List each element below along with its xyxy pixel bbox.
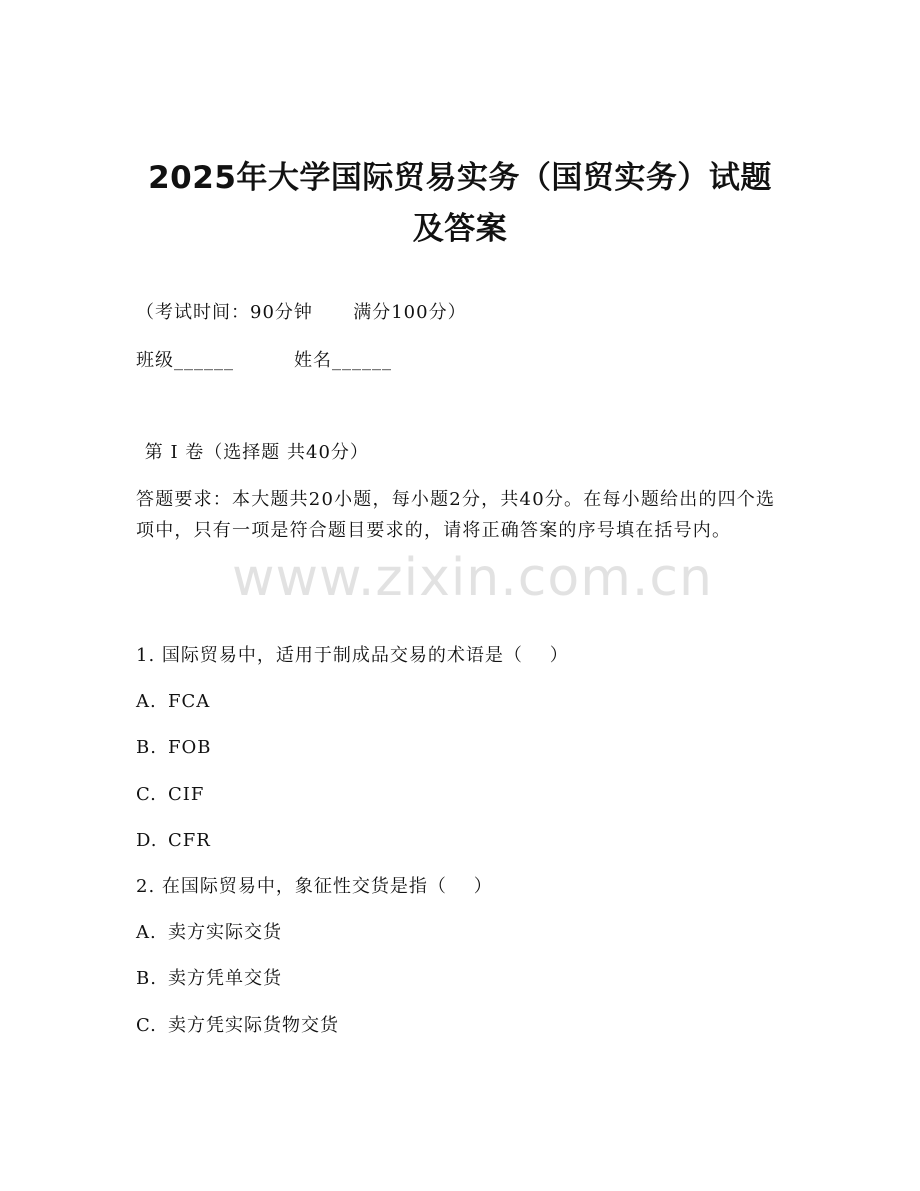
instructions-paragraph: 答题要求：本大题共20小题，每小题2分，共40分。在每小题给出的四个选项中，只有一项是符合题目要求的，请将正确答案的序号填在括号内。 <box>136 489 776 541</box>
option-text: 卖方凭单交货 <box>168 968 282 989</box>
option-letter: A. <box>136 922 157 943</box>
question-1-stem: 1. 国际贸易中，适用于制成品交易的术语是（ ） <box>136 645 569 666</box>
option-text: 卖方凭实际货物交货 <box>168 1015 339 1036</box>
option-text: CFR <box>168 830 211 851</box>
name-field: 姓名______ <box>294 350 392 371</box>
option-text: CIF <box>168 784 205 805</box>
document-title-line-1: 2025年大学国际贸易实务（国贸实务）试题 <box>148 160 772 196</box>
question-2-option-b <box>136 967 282 991</box>
option-text: FCA <box>168 691 211 712</box>
option-letter: D. <box>136 830 158 851</box>
watermark: www.zixin.com.cn <box>232 548 713 608</box>
class-field: 班级______ <box>136 350 234 371</box>
question-2-option-a <box>136 921 282 945</box>
option-letter: B. <box>136 737 157 758</box>
question-1-option-a <box>136 690 210 714</box>
document-title-line-2: 及答案 <box>412 211 508 247</box>
option-text: FOB <box>168 737 212 758</box>
option-letter: C. <box>136 1015 157 1036</box>
option-letter: C. <box>136 784 157 805</box>
question-2-stem: 2. 在国际贸易中，象征性交货是指（ ） <box>136 876 493 897</box>
option-letter: B. <box>136 968 157 989</box>
question-2-option-c <box>136 1014 339 1038</box>
question-1-option-d <box>136 829 211 853</box>
question-1-option-c <box>136 783 204 807</box>
option-text: 卖方实际交货 <box>168 922 282 943</box>
question-1-option-b <box>136 736 211 760</box>
option-letter: A. <box>136 691 157 712</box>
exam-info: （考试时间：90分钟 满分100分） <box>136 302 467 323</box>
section-heading: 第 I 卷（选择题 共40分） <box>138 442 369 463</box>
